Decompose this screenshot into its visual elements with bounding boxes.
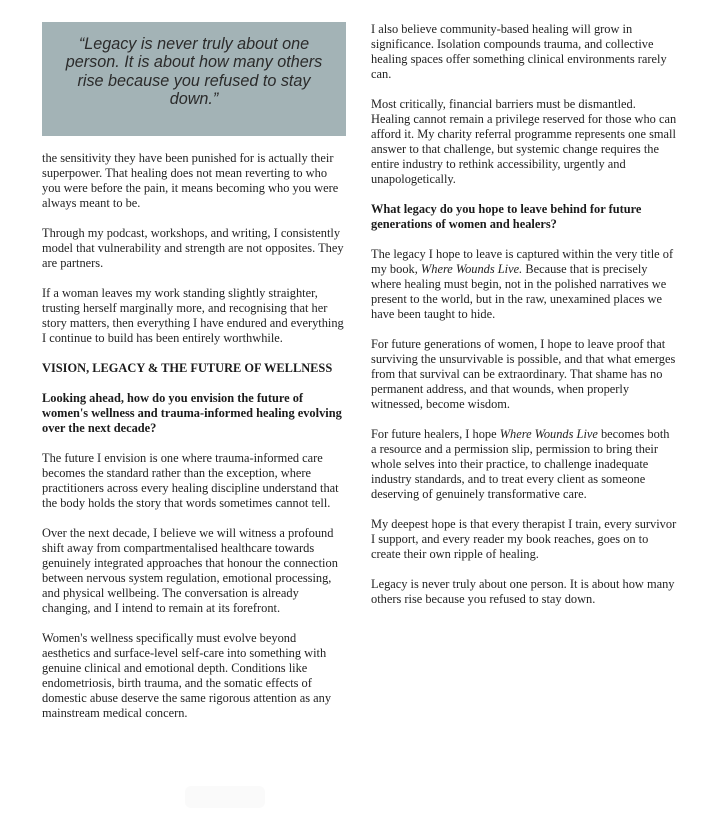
section-title: VISION, LEGACY & THE FUTURE OF WELLNESS — [42, 361, 333, 375]
pull-quote: “Legacy is never truly about one person. It is about how many others rise because you refused to stay down.” — [65, 34, 323, 108]
paragraph: Over the next decade, I believe we will witness a profound shift away from compartmentalised healthcare towards genuinely integrated approaches that honour the connection between nervous system regulation, emotional processing, and physical wellbeing. The conversation is already changing, and I intend to remain at its forefront. — [42, 526, 338, 615]
interview-question: What legacy do you hope to leave behind for future generations of women and healers? — [371, 202, 642, 231]
paragraph-text: For future healers, I hope — [371, 427, 500, 441]
paragraph-text: Because that is precisely where healing must begin, not in the polished narratives we present to the world, but in the raw, unexamined places we have been taught to hide. — [371, 262, 667, 321]
paragraph: Most critically, financial barriers must be dismantled. Healing cannot remain a privilege reserved for those who can afford it. My charity referral programme represents one small answer to that challenge, but systemic change requires the entire industry to rethink accessibility, urgently and unapologetically. — [371, 97, 677, 186]
paragraph: Through my podcast, workshops, and writing, I consistently model that vulnerability and strength are not opposites. They are partners. — [42, 226, 344, 270]
paragraph: I also believe community-based healing will grow in significance. Isolation compounds trauma, and collective healing spaces offer something clinical environments rarely can. — [371, 22, 667, 81]
book-title: Where Wounds Live — [499, 427, 598, 441]
left-column — [42, 22, 346, 736]
paragraph — [371, 427, 677, 502]
paragraph-text: The legacy I hope to leave is captured within the very title of my book, — [371, 247, 674, 276]
paragraph: If a woman leaves my work standing slightly straighter, trusting herself marginally more, and recognising that her story matters, then everything I have endured and everything I continue to build has been entirely worthwhile. — [42, 286, 344, 345]
right-column — [371, 22, 677, 622]
paragraph: the sensitivity they have been punished for is actually their superpower. That healing does not mean reverting to who you were before the pain, it means becoming who you were always meant to be. — [42, 151, 339, 210]
page-smudge — [185, 786, 265, 808]
paragraph: Women's wellness specifically must evolve beyond aesthetics and surface-level self-care into something with genuine clinical and emotional depth. Conditions like endometriosis, birth trauma, and the somatic effects of domestic abuse deserve the same rigorous attention as any mainstream medical concern. — [42, 631, 332, 720]
paragraph: My deepest hope is that every therapist I train, every survivor I support, and every reader my book reaches, goes on to create their own ripple of healing. — [371, 517, 677, 561]
interview-question: Looking ahead, how do you envision the future of women's wellness and trauma-informed healing evolving over the next decade? — [42, 391, 342, 435]
book-title: Where Wounds Live. — [420, 262, 523, 276]
paragraph: For future generations of women, I hope to leave proof that surviving the unsurvivable is possible, and that what emerges from that survival can be extraordinary. That shame has no permanent address, and that wounds, when properly witnessed, become wisdom. — [371, 337, 676, 411]
paragraph — [371, 247, 677, 322]
paragraph: The future I envision is one where trauma-informed care becomes the standard rather than the exception, where practitioners across every healing discipline understand that the body holds the story that words sometimes cannot tell. — [42, 451, 339, 510]
pull-quote-box — [42, 22, 346, 136]
paragraph-text: becomes both a resource and a permission slip, permission to bring their whole selves into their practice, to challenge inadequate industry standards, and to treat every client as someone deserving of genuinely transformative care. — [371, 427, 670, 501]
paragraph: Legacy is never truly about one person. It is about how many others rise because you refused to stay down. — [371, 577, 675, 606]
